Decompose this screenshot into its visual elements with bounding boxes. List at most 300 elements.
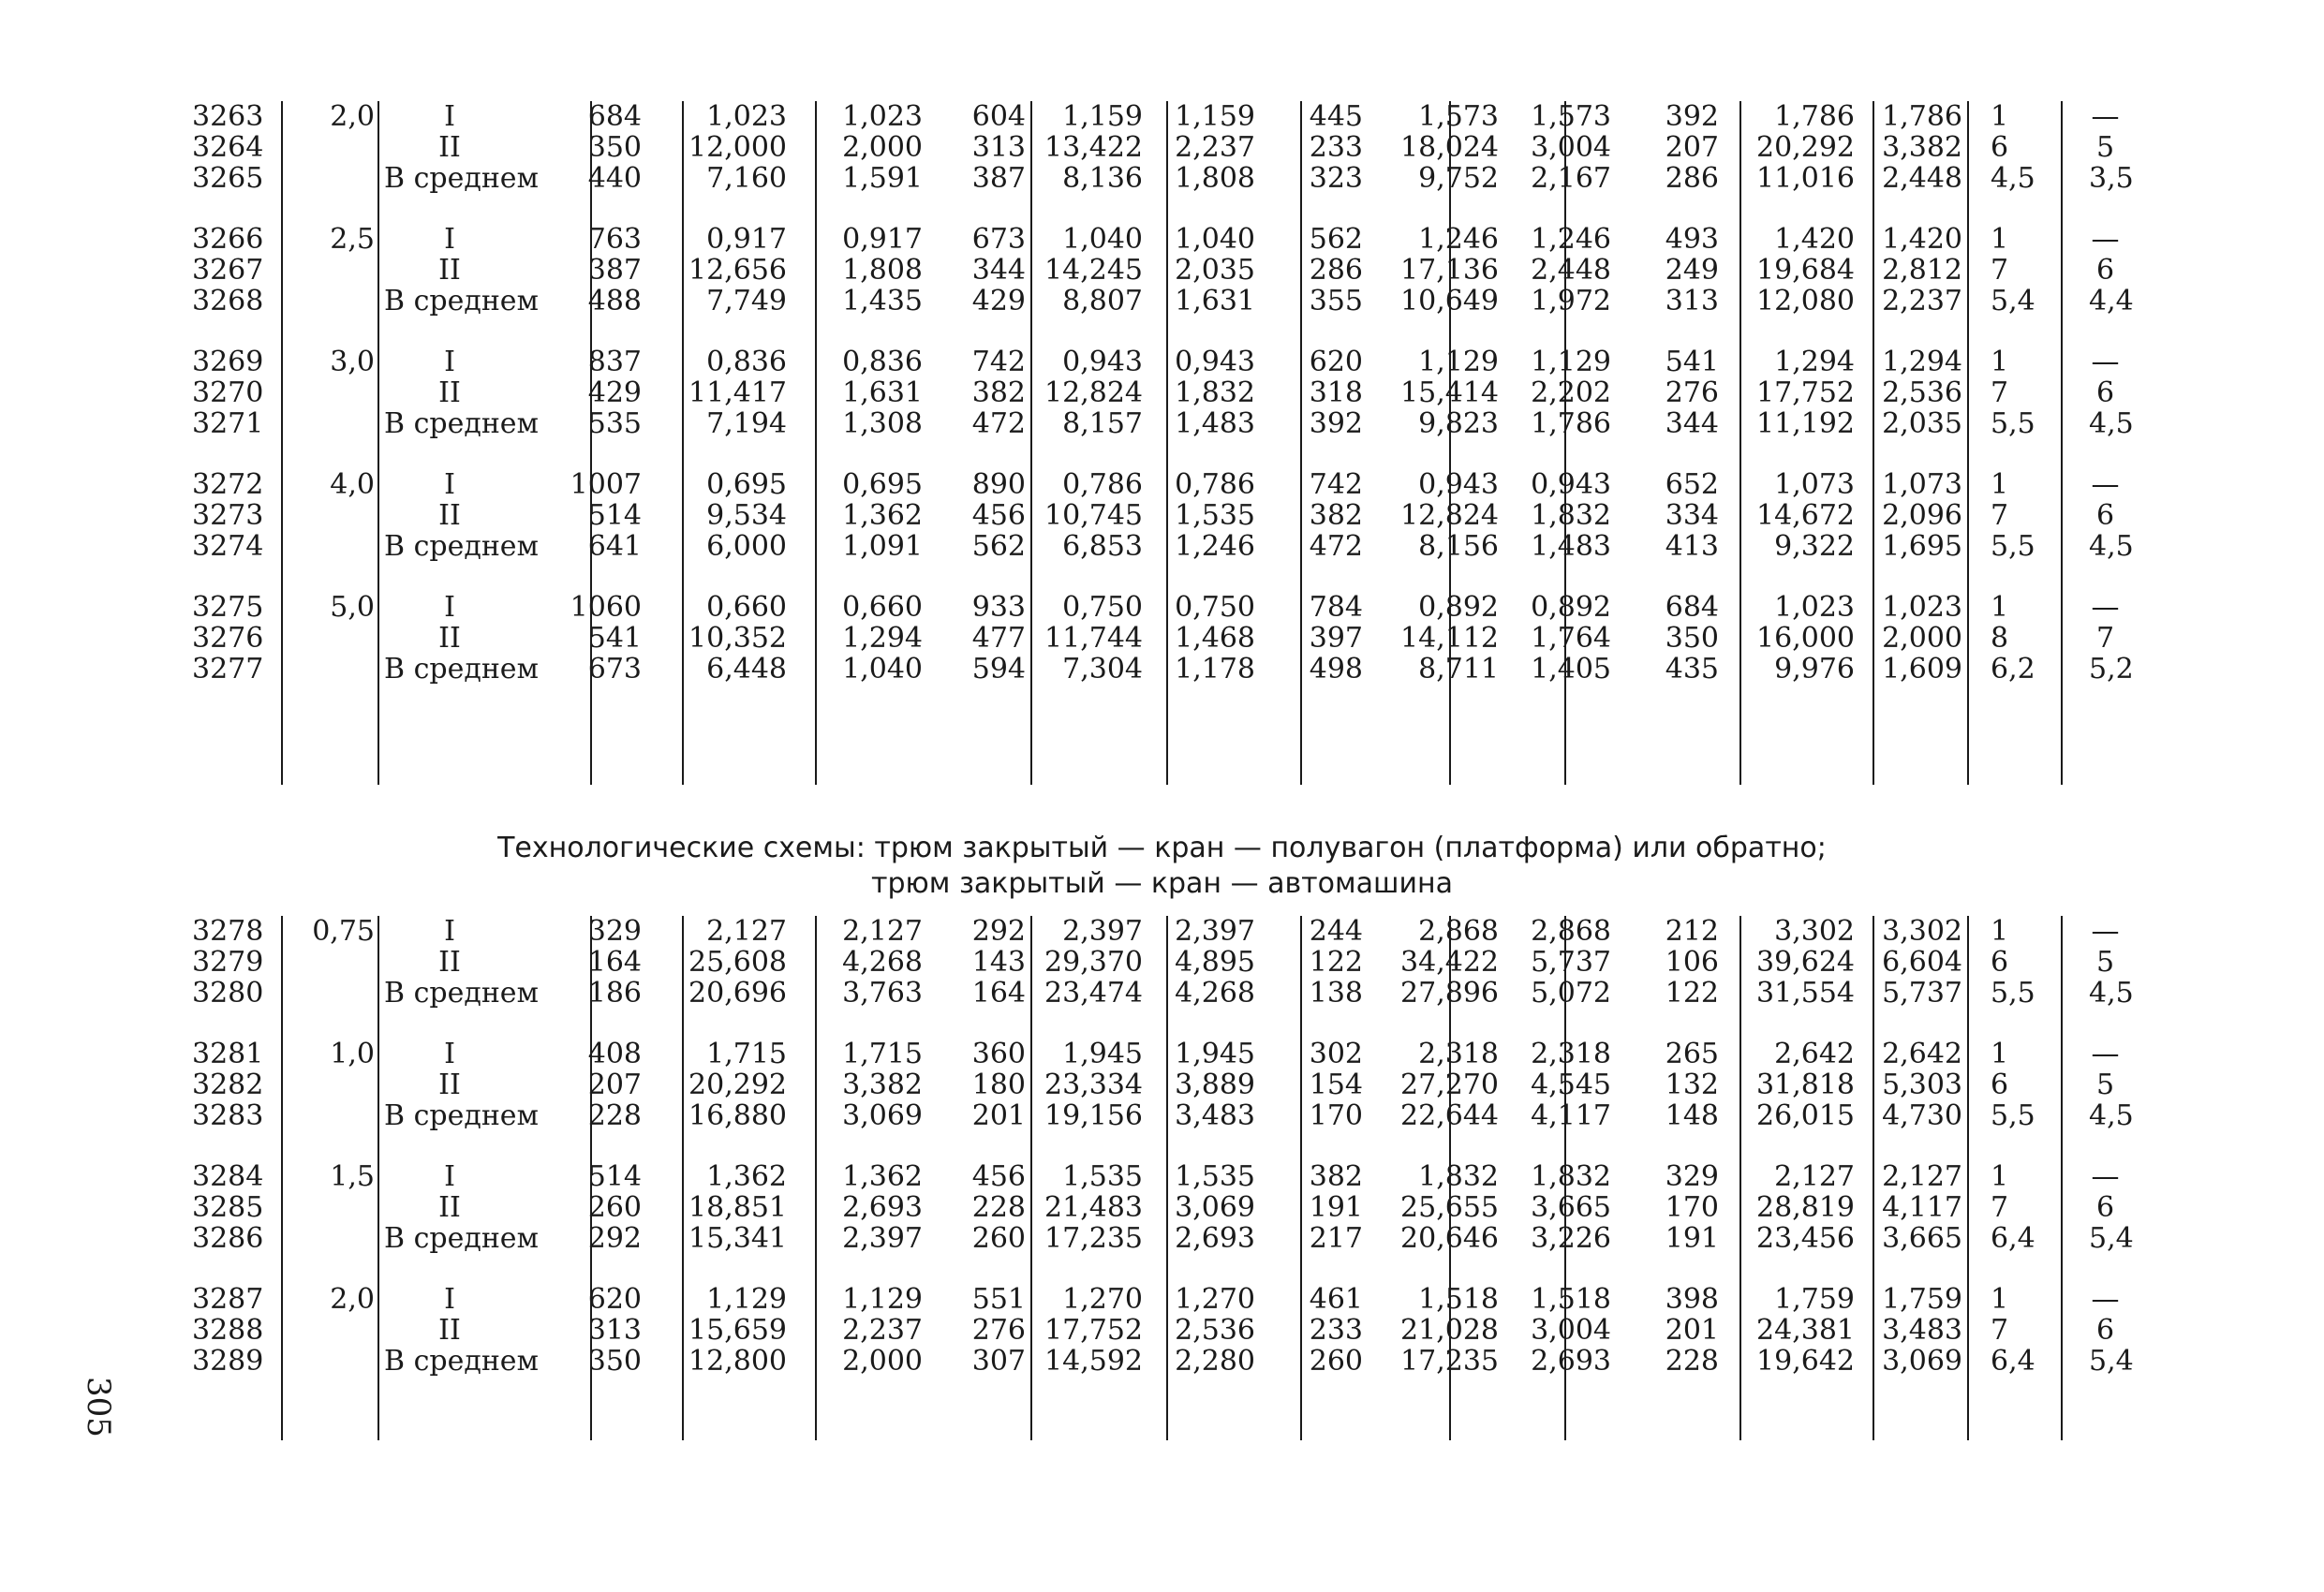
cell-c16: 1 xyxy=(1991,468,2009,501)
cell-c7: 344 xyxy=(971,254,1026,287)
cell-c4: 541 xyxy=(587,622,642,655)
cell-c5: 0,917 xyxy=(706,223,787,256)
cell-c7: 429 xyxy=(971,285,1026,317)
cell-c13: 212 xyxy=(1665,915,1719,948)
cell-c7: 180 xyxy=(971,1069,1026,1101)
cell-c10: 397 xyxy=(1309,622,1363,655)
cell-c11: 12,824 xyxy=(1400,499,1499,532)
cell-c15: 2,642 xyxy=(1882,1038,1962,1070)
cell-c7: 382 xyxy=(971,376,1026,409)
cell-c8: 17,235 xyxy=(1044,1222,1143,1255)
cell-c15: 4,117 xyxy=(1882,1191,1962,1224)
cell-c15: 1,759 xyxy=(1882,1283,1962,1316)
cell-c15: 2,448 xyxy=(1882,162,1962,195)
cell-variant: II xyxy=(438,376,461,409)
cell-c5: 0,660 xyxy=(706,591,787,624)
cell-c11: 21,028 xyxy=(1400,1314,1499,1347)
cell-c6: 0,660 xyxy=(842,591,923,624)
cell-c13: 191 xyxy=(1665,1222,1719,1255)
cell-c4: 488 xyxy=(587,285,642,317)
cell-c10: 233 xyxy=(1309,1314,1363,1347)
cell-variant: I xyxy=(444,1038,455,1070)
cell-c4: 1007 xyxy=(570,468,642,501)
cell-row-number: 3279 xyxy=(192,946,264,979)
cell-c12: 2,693 xyxy=(1531,1345,1611,1378)
cell-c16: 1 xyxy=(1991,1160,2009,1193)
cell-c7: 360 xyxy=(971,1038,1026,1070)
cell-c17: — xyxy=(2091,1283,2120,1316)
cell-c13: 493 xyxy=(1665,223,1719,256)
cell-c5: 9,534 xyxy=(706,499,787,532)
cell-c11: 20,646 xyxy=(1400,1222,1499,1255)
cell-row-number: 3277 xyxy=(192,653,264,685)
data-table-bottom xyxy=(192,915,2134,1440)
cell-c16: 6 xyxy=(1991,131,2009,164)
table-heading-line-1: Технологические схемы: трюм закрытый — кран — полувагон (платформа) или обратно; xyxy=(497,832,1827,864)
cell-c15: 3,483 xyxy=(1882,1314,1962,1347)
cell-c10: 498 xyxy=(1309,653,1363,685)
cell-c4: 514 xyxy=(587,1160,642,1193)
data-table-top xyxy=(192,100,2134,785)
cell-c17: 4,5 xyxy=(2089,530,2134,563)
cell-c9: 2,035 xyxy=(1175,254,1255,287)
cell-c4: 641 xyxy=(587,530,642,563)
cell-c15: 1,695 xyxy=(1882,530,1962,563)
cell-c5: 25,608 xyxy=(688,946,787,979)
cell-c17: 4,4 xyxy=(2089,285,2134,317)
row-group xyxy=(192,1038,2134,1142)
cell-c6: 1,040 xyxy=(842,653,923,685)
cell-c11: 8,711 xyxy=(1418,653,1499,685)
cell-c7: 201 xyxy=(971,1099,1026,1132)
cell-c8: 0,943 xyxy=(1062,346,1143,378)
cell-variant: II xyxy=(438,131,461,164)
cell-c14: 9,976 xyxy=(1774,653,1855,685)
cell-c8: 17,752 xyxy=(1044,1314,1143,1347)
cell-c11: 2,318 xyxy=(1418,1038,1499,1070)
cell-c9: 1,270 xyxy=(1175,1283,1255,1316)
cell-c5: 12,656 xyxy=(688,254,787,287)
cell-c4: 514 xyxy=(587,499,642,532)
cell-c13: 201 xyxy=(1665,1314,1719,1347)
cell-c7: 742 xyxy=(971,346,1026,378)
cell-c4: 429 xyxy=(587,376,642,409)
cell-row-number: 3273 xyxy=(192,499,264,532)
cell-c5: 18,851 xyxy=(688,1191,787,1224)
cell-c7: 933 xyxy=(971,591,1026,624)
cell-c4: 186 xyxy=(587,977,642,1010)
cell-variant: I xyxy=(444,1160,455,1193)
cell-c12: 2,318 xyxy=(1531,1038,1611,1070)
cell-c15: 1,073 xyxy=(1882,468,1962,501)
cell-c5: 1,362 xyxy=(706,1160,787,1193)
cell-c13: 413 xyxy=(1665,530,1719,563)
cell-c7: 276 xyxy=(971,1314,1026,1347)
cell-variant: II xyxy=(438,254,461,287)
cell-c4: 535 xyxy=(587,407,642,440)
cell-c14: 9,322 xyxy=(1774,530,1855,563)
cell-variant: В среднем xyxy=(384,653,539,685)
cell-c12: 3,226 xyxy=(1531,1222,1611,1255)
cell-c13: 228 xyxy=(1665,1345,1719,1378)
cell-c5: 20,292 xyxy=(688,1069,787,1101)
cell-c15: 2,812 xyxy=(1882,254,1962,287)
cell-variant: В среднем xyxy=(384,407,539,440)
cell-c16: 6 xyxy=(1991,946,2009,979)
cell-variant: II xyxy=(438,499,461,532)
cell-c8: 14,592 xyxy=(1044,1345,1143,1378)
cell-c13: 265 xyxy=(1665,1038,1719,1070)
cell-variant: I xyxy=(444,1283,455,1316)
cell-c10: 620 xyxy=(1309,346,1363,378)
cell-c16: 6,4 xyxy=(1991,1222,2035,1255)
cell-c14: 16,000 xyxy=(1756,622,1855,655)
cell-row-number: 3263 xyxy=(192,100,264,133)
row-group xyxy=(192,915,2134,1019)
cell-c17: — xyxy=(2091,915,2120,948)
cell-c4: 350 xyxy=(587,131,642,164)
cell-c10: 233 xyxy=(1309,131,1363,164)
cell-c7: 164 xyxy=(971,977,1026,1010)
cell-c4: 387 xyxy=(587,254,642,287)
cell-c6: 0,695 xyxy=(842,468,923,501)
cell-c15: 3,382 xyxy=(1882,131,1962,164)
cell-c8: 6,853 xyxy=(1062,530,1143,563)
cell-c9: 0,943 xyxy=(1175,346,1255,378)
cell-c8: 8,136 xyxy=(1062,162,1143,195)
cell-c8: 1,945 xyxy=(1062,1038,1143,1070)
cell-c8: 11,744 xyxy=(1044,622,1143,655)
cell-c16: 5,5 xyxy=(1991,530,2035,563)
cell-c4: 408 xyxy=(587,1038,642,1070)
cell-c8: 1,270 xyxy=(1062,1283,1143,1316)
cell-c7: 562 xyxy=(971,530,1026,563)
cell-c8: 13,422 xyxy=(1044,131,1143,164)
cell-c16: 6,2 xyxy=(1991,653,2035,685)
cell-variant: II xyxy=(438,1069,461,1101)
cell-c16: 1 xyxy=(1991,100,2009,133)
cell-row-number: 3276 xyxy=(192,622,264,655)
cell-c14: 23,456 xyxy=(1756,1222,1855,1255)
cell-c13: 122 xyxy=(1665,977,1719,1010)
cell-c6: 3,763 xyxy=(842,977,923,1010)
cell-c6: 3,382 xyxy=(842,1069,923,1101)
cell-row-number: 3269 xyxy=(192,346,264,378)
cell-c8: 0,786 xyxy=(1062,468,1143,501)
cell-c12: 3,665 xyxy=(1531,1191,1611,1224)
cell-c16: 1 xyxy=(1991,915,2009,948)
cell-c11: 10,649 xyxy=(1400,285,1499,317)
cell-c10: 355 xyxy=(1309,285,1363,317)
cell-c12: 0,943 xyxy=(1531,468,1611,501)
cell-c12: 0,892 xyxy=(1531,591,1611,624)
cell-c11: 8,156 xyxy=(1418,530,1499,563)
cell-c9: 1,808 xyxy=(1175,162,1255,195)
cell-c8: 23,474 xyxy=(1044,977,1143,1010)
cell-row-number: 3282 xyxy=(192,1069,264,1101)
cell-c7: 551 xyxy=(971,1283,1026,1316)
cell-c16: 5,5 xyxy=(1991,1099,2035,1132)
cell-c9: 3,069 xyxy=(1175,1191,1255,1224)
cell-row-number: 3264 xyxy=(192,131,264,164)
cell-c4: 620 xyxy=(587,1283,642,1316)
cell-c14: 24,381 xyxy=(1756,1314,1855,1347)
cell-c11: 2,868 xyxy=(1418,915,1499,948)
cell-c13: 541 xyxy=(1665,346,1719,378)
cell-c4: 164 xyxy=(587,946,642,979)
cell-c15: 2,035 xyxy=(1882,407,1962,440)
cell-c6: 1,362 xyxy=(842,1160,923,1193)
cell-size: 5,0 xyxy=(330,591,375,624)
cell-c9: 2,280 xyxy=(1175,1345,1255,1378)
cell-c7: 673 xyxy=(971,223,1026,256)
table-heading-line-2: трюм закрытый — кран — автомашина xyxy=(871,867,1453,900)
cell-c14: 31,818 xyxy=(1756,1069,1855,1101)
cell-c16: 5,4 xyxy=(1991,285,2035,317)
cell-c8: 19,156 xyxy=(1044,1099,1143,1132)
cell-c7: 260 xyxy=(971,1222,1026,1255)
cell-c8: 0,750 xyxy=(1062,591,1143,624)
cell-c17: 5,4 xyxy=(2089,1222,2134,1255)
cell-c6: 2,000 xyxy=(842,131,923,164)
cell-c9: 1,178 xyxy=(1175,653,1255,685)
cell-c16: 6,4 xyxy=(1991,1345,2035,1378)
cell-c17: — xyxy=(2091,346,2120,378)
cell-c14: 1,023 xyxy=(1774,591,1855,624)
cell-c16: 1 xyxy=(1991,223,2009,256)
cell-c12: 3,004 xyxy=(1531,1314,1611,1347)
cell-c4: 684 xyxy=(587,100,642,133)
cell-c17: 5 xyxy=(2095,131,2115,164)
cell-c14: 11,192 xyxy=(1756,407,1855,440)
row-group xyxy=(192,1160,2134,1264)
cell-variant: В среднем xyxy=(384,530,539,563)
cell-c6: 1,308 xyxy=(842,407,923,440)
cell-variant: I xyxy=(444,591,455,624)
cell-c12: 1,972 xyxy=(1531,285,1611,317)
cell-c11: 17,235 xyxy=(1400,1345,1499,1378)
cell-variant: В среднем xyxy=(384,1222,539,1255)
cell-c10: 191 xyxy=(1309,1191,1363,1224)
cell-c12: 4,545 xyxy=(1531,1069,1611,1101)
cell-c6: 2,000 xyxy=(842,1345,923,1378)
cell-c13: 313 xyxy=(1665,285,1719,317)
cell-c15: 3,665 xyxy=(1882,1222,1962,1255)
cell-c13: 350 xyxy=(1665,622,1719,655)
cell-c10: 323 xyxy=(1309,162,1363,195)
cell-c17: 6 xyxy=(2095,254,2115,287)
cell-c6: 1,435 xyxy=(842,285,923,317)
cell-c5: 2,127 xyxy=(706,915,787,948)
cell-c5: 1,023 xyxy=(706,100,787,133)
cell-c17: 5,2 xyxy=(2089,653,2134,685)
cell-c12: 1,832 xyxy=(1531,1160,1611,1193)
cell-c11: 9,752 xyxy=(1418,162,1499,195)
cell-c12: 5,072 xyxy=(1531,977,1611,1010)
cell-c11: 25,655 xyxy=(1400,1191,1499,1224)
cell-size: 2,5 xyxy=(330,223,375,256)
cell-c12: 2,448 xyxy=(1531,254,1611,287)
cell-c10: 445 xyxy=(1309,100,1363,133)
cell-c9: 4,895 xyxy=(1175,946,1255,979)
cell-variant: II xyxy=(438,1191,461,1224)
cell-row-number: 3288 xyxy=(192,1314,264,1347)
cell-c8: 8,807 xyxy=(1062,285,1143,317)
cell-c9: 1,945 xyxy=(1175,1038,1255,1070)
cell-c16: 5,5 xyxy=(1991,407,2035,440)
cell-c5: 7,749 xyxy=(706,285,787,317)
cell-c11: 0,943 xyxy=(1418,468,1499,501)
cell-c5: 12,800 xyxy=(688,1345,787,1378)
cell-c16: 7 xyxy=(1991,376,2009,409)
cell-c14: 1,073 xyxy=(1774,468,1855,501)
row-group xyxy=(192,591,2134,695)
cell-variant: II xyxy=(438,946,461,979)
cell-c12: 1,832 xyxy=(1531,499,1611,532)
cell-c13: 334 xyxy=(1665,499,1719,532)
cell-variant: В среднем xyxy=(384,1099,539,1132)
cell-c6: 1,362 xyxy=(842,499,923,532)
cell-c17: — xyxy=(2091,591,2120,624)
cell-c11: 14,112 xyxy=(1400,622,1499,655)
cell-c11: 34,422 xyxy=(1400,946,1499,979)
cell-c14: 1,786 xyxy=(1774,100,1855,133)
cell-c14: 1,420 xyxy=(1774,223,1855,256)
cell-c15: 5,737 xyxy=(1882,977,1962,1010)
cell-c7: 477 xyxy=(971,622,1026,655)
cell-c7: 604 xyxy=(971,100,1026,133)
cell-row-number: 3270 xyxy=(192,376,264,409)
cell-size: 4,0 xyxy=(330,468,375,501)
cell-c13: 684 xyxy=(1665,591,1719,624)
cell-c8: 2,397 xyxy=(1062,915,1143,948)
cell-c14: 28,819 xyxy=(1756,1191,1855,1224)
cell-c9: 3,483 xyxy=(1175,1099,1255,1132)
cell-c11: 15,414 xyxy=(1400,376,1499,409)
cell-c9: 2,237 xyxy=(1175,131,1255,164)
cell-c6: 2,693 xyxy=(842,1191,923,1224)
cell-c11: 1,129 xyxy=(1418,346,1499,378)
cell-c10: 318 xyxy=(1309,376,1363,409)
cell-c4: 440 xyxy=(587,162,642,195)
row-group xyxy=(192,100,2134,204)
cell-c15: 2,000 xyxy=(1882,622,1962,655)
cell-c9: 1,483 xyxy=(1175,407,1255,440)
cell-row-number: 3266 xyxy=(192,223,264,256)
cell-size: 2,0 xyxy=(330,100,375,133)
cell-c12: 1,483 xyxy=(1531,530,1611,563)
cell-c12: 3,004 xyxy=(1531,131,1611,164)
cell-c16: 7 xyxy=(1991,1314,2009,1347)
cell-c11: 9,823 xyxy=(1418,407,1499,440)
cell-c4: 228 xyxy=(587,1099,642,1132)
cell-c15: 4,730 xyxy=(1882,1099,1962,1132)
cell-c5: 15,341 xyxy=(688,1222,787,1255)
cell-c14: 2,127 xyxy=(1774,1160,1855,1193)
cell-c8: 1,040 xyxy=(1062,223,1143,256)
cell-c4: 837 xyxy=(587,346,642,378)
cell-c11: 27,896 xyxy=(1400,977,1499,1010)
cell-c5: 20,696 xyxy=(688,977,787,1010)
cell-c10: 742 xyxy=(1309,468,1363,501)
cell-c11: 22,644 xyxy=(1400,1099,1499,1132)
cell-c10: 217 xyxy=(1309,1222,1363,1255)
cell-c16: 6 xyxy=(1991,1069,2009,1101)
cell-c13: 392 xyxy=(1665,100,1719,133)
cell-c15: 1,420 xyxy=(1882,223,1962,256)
cell-c12: 1,246 xyxy=(1531,223,1611,256)
cell-c12: 1,786 xyxy=(1531,407,1611,440)
cell-c10: 382 xyxy=(1309,1160,1363,1193)
cell-c17: 6 xyxy=(2095,1314,2115,1347)
cell-c8: 29,370 xyxy=(1044,946,1143,979)
cell-c11: 1,518 xyxy=(1418,1283,1499,1316)
cell-c7: 594 xyxy=(971,653,1026,685)
cell-c5: 1,129 xyxy=(706,1283,787,1316)
cell-c8: 14,245 xyxy=(1044,254,1143,287)
cell-c15: 1,294 xyxy=(1882,346,1962,378)
cell-c11: 1,573 xyxy=(1418,100,1499,133)
cell-c14: 12,080 xyxy=(1756,285,1855,317)
row-group xyxy=(192,1283,2134,1387)
cell-variant: I xyxy=(444,915,455,948)
cell-c5: 15,659 xyxy=(688,1314,787,1347)
cell-row-number: 3278 xyxy=(192,915,264,948)
cell-row-number: 3272 xyxy=(192,468,264,501)
cell-c13: 276 xyxy=(1665,376,1719,409)
cell-c13: 435 xyxy=(1665,653,1719,685)
cell-c5: 0,695 xyxy=(706,468,787,501)
cell-row-number: 3267 xyxy=(192,254,264,287)
cell-c7: 472 xyxy=(971,407,1026,440)
cell-c13: 132 xyxy=(1665,1069,1719,1101)
cell-c10: 154 xyxy=(1309,1069,1363,1101)
cell-c9: 1,159 xyxy=(1175,100,1255,133)
cell-c13: 249 xyxy=(1665,254,1719,287)
cell-c11: 27,270 xyxy=(1400,1069,1499,1101)
cell-c13: 207 xyxy=(1665,131,1719,164)
cell-c8: 7,304 xyxy=(1062,653,1143,685)
cell-c17: 4,5 xyxy=(2089,977,2134,1010)
cell-c14: 11,016 xyxy=(1756,162,1855,195)
cell-c5: 6,448 xyxy=(706,653,787,685)
cell-variant: I xyxy=(444,223,455,256)
cell-c17: — xyxy=(2091,1160,2120,1193)
cell-variant: II xyxy=(438,1314,461,1347)
cell-c14: 3,302 xyxy=(1774,915,1855,948)
cell-c6: 3,069 xyxy=(842,1099,923,1132)
cell-c6: 2,127 xyxy=(842,915,923,948)
cell-c15: 3,302 xyxy=(1882,915,1962,948)
cell-c15: 6,604 xyxy=(1882,946,1962,979)
cell-c16: 7 xyxy=(1991,499,2009,532)
cell-c5: 1,715 xyxy=(706,1038,787,1070)
cell-c10: 260 xyxy=(1309,1345,1363,1378)
cell-c15: 3,069 xyxy=(1882,1345,1962,1378)
cell-c15: 5,303 xyxy=(1882,1069,1962,1101)
cell-c16: 1 xyxy=(1991,1038,2009,1070)
cell-row-number: 3289 xyxy=(192,1345,264,1378)
cell-c16: 1 xyxy=(1991,591,2009,624)
cell-c17: 6 xyxy=(2095,376,2115,409)
cell-c9: 1,468 xyxy=(1175,622,1255,655)
cell-c6: 1,808 xyxy=(842,254,923,287)
cell-c9: 1,535 xyxy=(1175,499,1255,532)
cell-c7: 387 xyxy=(971,162,1026,195)
cell-c6: 2,397 xyxy=(842,1222,923,1255)
cell-size: 0,75 xyxy=(312,915,375,948)
row-group xyxy=(192,468,2134,572)
